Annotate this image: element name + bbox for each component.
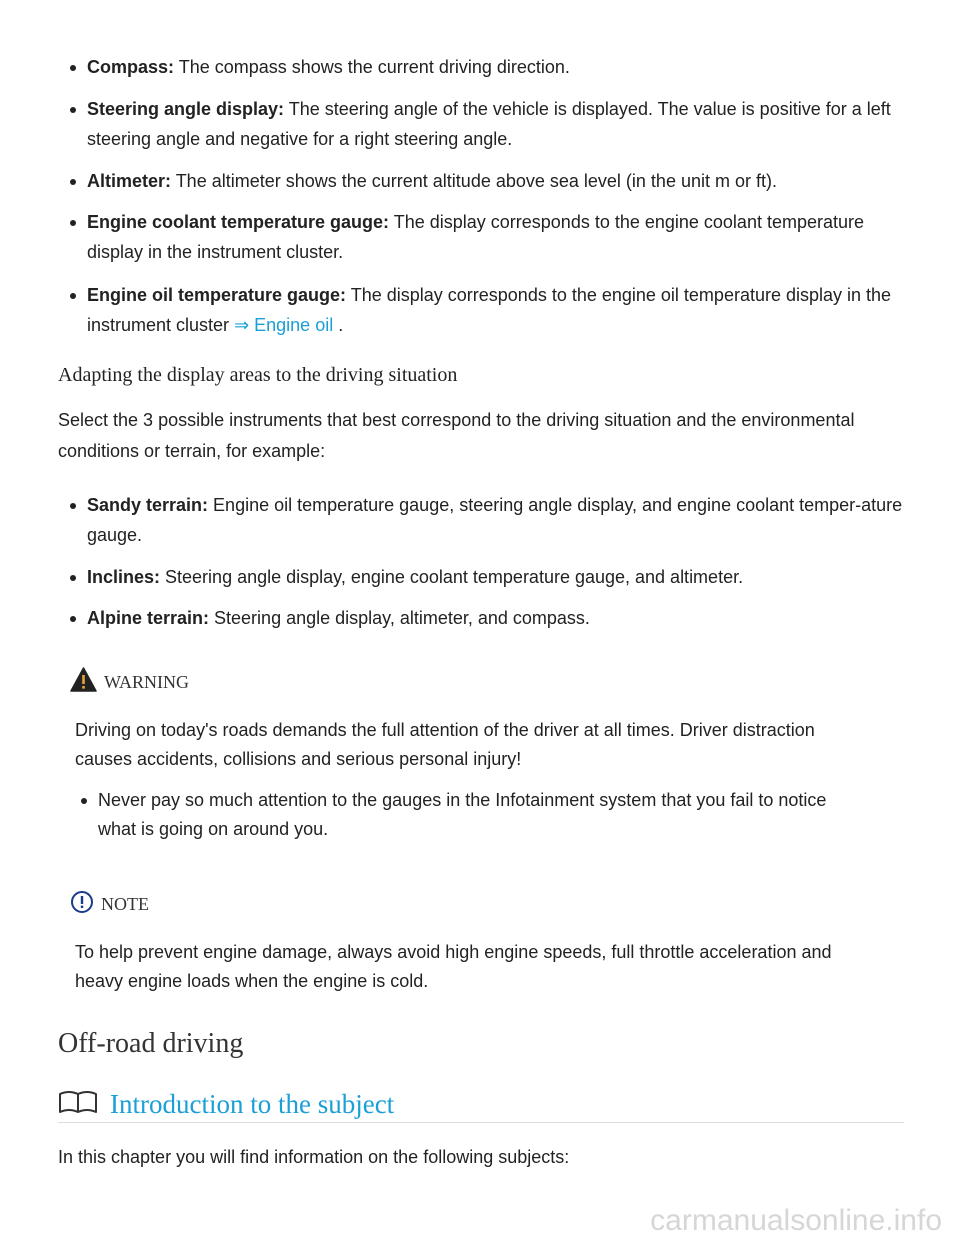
list-item-text: The altimeter shows the current altitude above sea level (in the unit m or ft). <box>171 171 777 191</box>
list-item-text: The display corresponds to the engine coolant temperature display in the instrument cluster. <box>87 212 865 262</box>
warning-label: WARNING <box>104 671 189 692</box>
subject-heading-text[interactable]: Introduction to the subject <box>110 1088 395 1119</box>
warning-text: Driving on today's roads demands the full attention of the driver at all times. Driver distraction causes accidents, collisions and serious personal injury! <box>75 720 815 769</box>
section-heading: Adapting the display areas to the driving situation <box>58 364 458 386</box>
list-item-text: The steering angle of the vehicle is displayed. The value is positive for a left steering angle and negative for a right steering angle. <box>87 99 891 149</box>
warning-bullets <box>0 786 900 844</box>
list-item-term: Altimeter: <box>87 171 172 191</box>
list-item-term: Alpine terrain: <box>87 608 210 628</box>
list-item-text: The display corresponds to the engine oil temperature display in the instrument cluster <box>87 285 892 335</box>
note-title <box>70 890 149 919</box>
list-item-text: Steering angle display, engine coolant temperature gauge, and altimeter. <box>160 567 744 587</box>
list-item <box>0 52 960 82</box>
exclamation-circle-icon <box>70 890 94 919</box>
section-intro: Select the 3 possible instruments that best correspond to the driving situation and the environmental conditions or terrain, for example: <box>58 410 855 461</box>
chapter-title: Off-road driving <box>58 1028 244 1059</box>
list-item-text-end: . <box>333 315 344 335</box>
list-item <box>0 603 960 633</box>
list-item-term: Compass: <box>87 57 175 77</box>
subject-heading <box>58 1086 904 1123</box>
note-label: NOTE <box>101 894 149 914</box>
gauges-list <box>0 52 960 340</box>
watermark-text: carmanualsonline.info <box>650 1204 942 1237</box>
terrain-list <box>0 490 960 633</box>
list-item-text: The compass shows the current driving direction. <box>174 57 570 77</box>
list-item <box>0 280 960 340</box>
list-item: Never pay so much attention to the gauges in the Infotainment system that you fail to notice what is going on around you. <box>0 786 900 844</box>
chapter-intro: In this chapter you will find information on the following subjects: <box>58 1147 570 1167</box>
note-text: To help prevent engine damage, always avoid high engine speeds, full throttle acceleration and heavy engine loads when the engine is cold. <box>75 942 832 991</box>
list-item-term: Steering angle display: <box>87 99 285 119</box>
list-item-text: Steering angle display, altimeter, and compass. <box>209 608 590 628</box>
list-item-term: Inclines: <box>87 567 161 587</box>
book-icon <box>58 1090 98 1121</box>
list-item <box>0 562 960 592</box>
list-item-text: Engine oil temperature gauge, steering angle display, and engine coolant temper-ature gauge. <box>87 495 903 545</box>
warning-title <box>70 667 189 697</box>
list-item-term: Engine oil temperature gauge: <box>87 285 347 305</box>
list-item <box>0 94 960 154</box>
list-item-term: Sandy terrain: <box>87 495 209 515</box>
list-item-term: Engine coolant temperature gauge: <box>87 212 390 232</box>
warning-triangle-icon <box>70 667 97 697</box>
list-item <box>0 490 960 550</box>
list-item <box>0 166 960 196</box>
list-item <box>0 207 960 267</box>
engine-oil-link[interactable]: ⇒ Engine oil <box>234 315 334 335</box>
